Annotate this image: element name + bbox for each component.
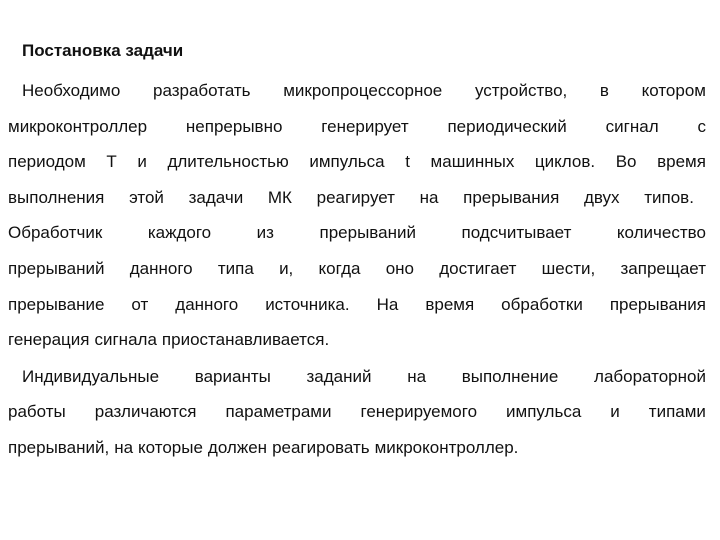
word: генерация xyxy=(8,330,90,349)
word: прерываний, xyxy=(8,438,110,457)
paragraph-line xyxy=(8,329,706,351)
word: шести, xyxy=(541,259,596,278)
word: данного xyxy=(175,295,239,314)
word: импульса xyxy=(309,152,385,171)
word: задачи xyxy=(188,188,244,207)
word: и xyxy=(610,402,620,421)
word: сигнал xyxy=(605,117,659,136)
paragraph-line xyxy=(8,401,706,423)
word: на xyxy=(419,188,439,207)
word: прерываний xyxy=(8,259,105,278)
word: и xyxy=(137,152,147,171)
word: заданий xyxy=(306,367,372,386)
word: количество xyxy=(616,223,706,242)
paragraph-line xyxy=(22,80,706,102)
word: Необходимо xyxy=(22,81,121,100)
word: разработать xyxy=(152,81,251,100)
word: обработки xyxy=(501,295,583,314)
word: когда xyxy=(318,259,361,278)
paragraph-line xyxy=(8,116,706,138)
word: с xyxy=(697,117,706,136)
word: циклов. xyxy=(534,152,596,171)
word: из xyxy=(256,223,274,242)
word: выполнения xyxy=(8,188,105,207)
paragraph-line xyxy=(8,258,706,280)
word: МК xyxy=(267,188,292,207)
word: Во xyxy=(615,152,637,171)
word: двух xyxy=(583,188,620,207)
word: оно xyxy=(385,259,415,278)
word: от xyxy=(131,295,149,314)
word: Т xyxy=(106,152,117,171)
word: в xyxy=(599,81,609,100)
word: на xyxy=(407,367,427,386)
word: и, xyxy=(279,259,294,278)
word: периодический xyxy=(447,117,567,136)
word: t xyxy=(405,152,410,171)
paragraph-line xyxy=(8,437,706,459)
word: машинных xyxy=(430,152,515,171)
word: импульса xyxy=(506,402,582,421)
paragraph-line xyxy=(8,187,694,209)
word: параметрами xyxy=(225,402,332,421)
word: сигнала xyxy=(94,330,157,349)
word: прерывания xyxy=(609,295,706,314)
word: работы xyxy=(8,402,66,421)
word: реагирует xyxy=(316,188,395,207)
word: достигает xyxy=(439,259,517,278)
word: время xyxy=(425,295,475,314)
word: запрещает xyxy=(620,259,706,278)
word: непрерывно xyxy=(185,117,283,136)
word: выполнение xyxy=(461,367,559,386)
word: подсчитывает xyxy=(461,223,572,242)
word: которые xyxy=(138,438,203,457)
paragraph-line xyxy=(8,222,706,244)
word: источника. xyxy=(265,295,350,314)
word: различаются xyxy=(94,402,197,421)
word: Обработчик xyxy=(8,223,103,242)
word: реагировать xyxy=(272,438,370,457)
word: типами xyxy=(648,402,706,421)
word: микропроцессорное xyxy=(283,81,443,100)
paragraph-line xyxy=(8,151,706,173)
word: на xyxy=(114,438,134,457)
word: Индивидуальные xyxy=(22,367,160,386)
word: прерываний xyxy=(319,223,416,242)
word: должен xyxy=(207,438,268,457)
word: варианты xyxy=(194,367,271,386)
paragraph-line xyxy=(22,366,706,388)
word: периодом xyxy=(8,152,86,171)
word: микроконтроллер xyxy=(8,117,148,136)
word: данного xyxy=(129,259,193,278)
word: генерирует xyxy=(321,117,409,136)
word: генерируемого xyxy=(360,402,478,421)
word: типа xyxy=(217,259,254,278)
word: устройство, xyxy=(474,81,568,100)
word: приостанавливается. xyxy=(161,330,330,349)
word: этой xyxy=(129,188,164,207)
word: типов. xyxy=(644,188,694,207)
word: микроконтроллер. xyxy=(374,438,519,457)
word: время xyxy=(657,152,706,171)
word: прерывание xyxy=(8,295,105,314)
word: прерывания xyxy=(463,188,560,207)
paragraph-line xyxy=(8,294,706,316)
word: длительностью xyxy=(167,152,289,171)
word: каждого xyxy=(147,223,212,242)
page-title: Постановка задачи xyxy=(22,41,184,60)
word: лабораторной xyxy=(594,367,706,386)
word: котором xyxy=(641,81,706,100)
word: На xyxy=(376,295,399,314)
